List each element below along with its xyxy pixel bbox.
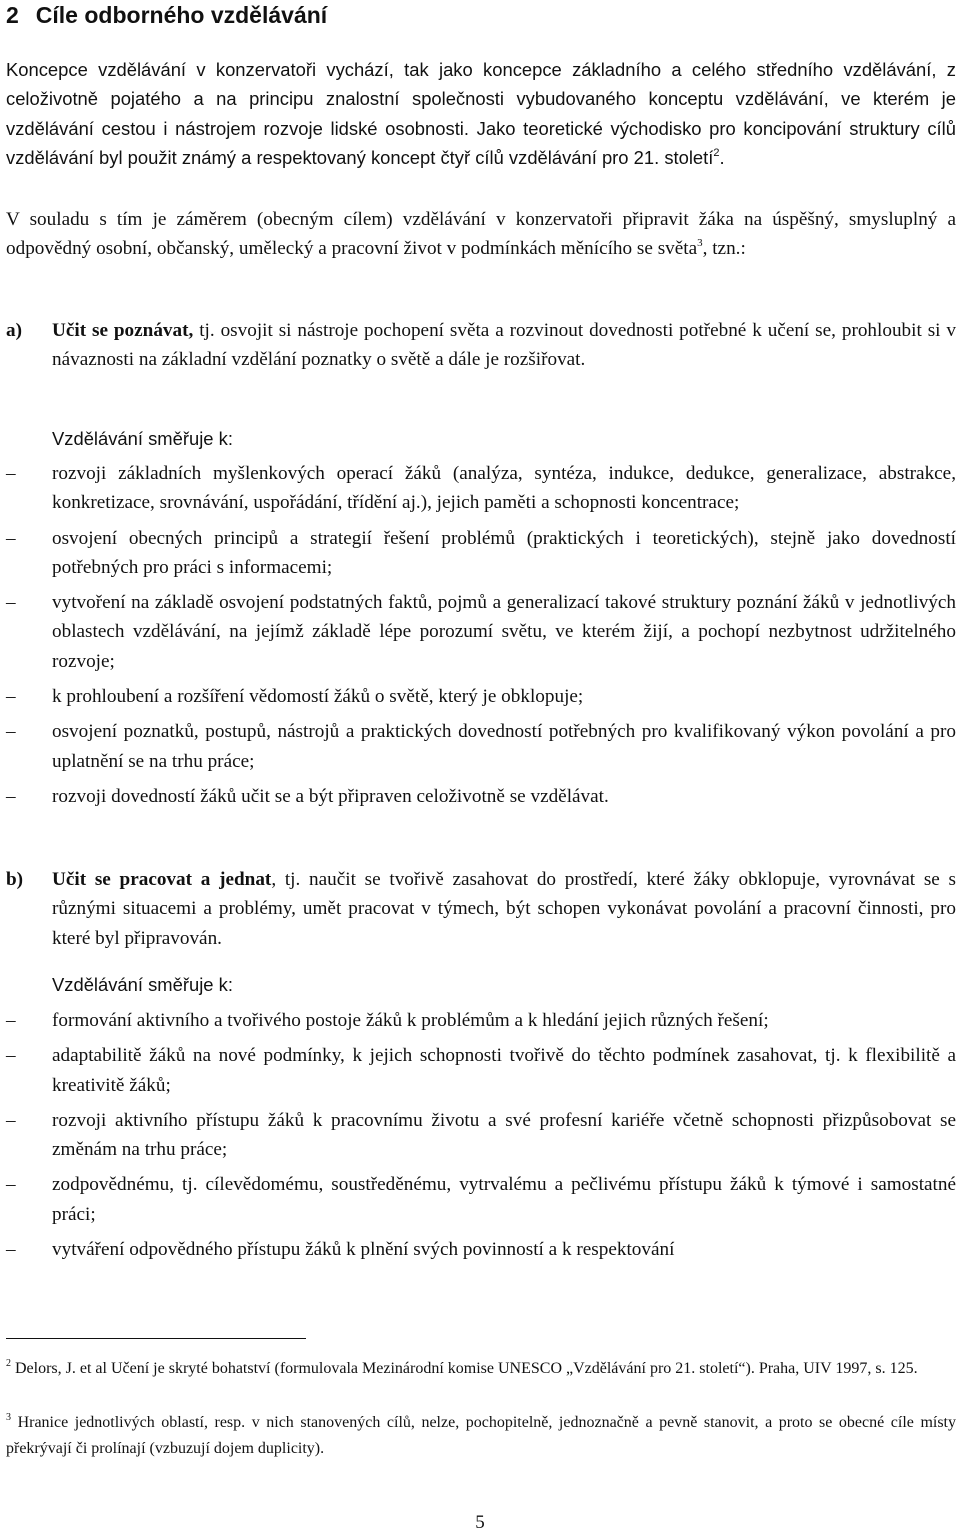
footnote-text: Hranice jednotlivých oblastí, resp. v nich stanovených cílů, nelze, pochopitelně, jednoznačně a pevně stanovit, a proto se obecné cíle místy překrývají či prolínají (vzbuzují dojem duplicity). <box>6 1414 957 1457</box>
section-b-list <box>6 1006 956 1264</box>
section-a-intro: Vzdělávání směřuje k: <box>52 428 233 449</box>
dash-bullet: – <box>6 1174 16 1196</box>
footnote-3 <box>6 1410 956 1462</box>
intro-paragraph <box>6 55 956 172</box>
dash-bullet: – <box>6 686 16 708</box>
footnote-ref-3: 3 <box>697 236 703 249</box>
footnote-number: 3 <box>6 1411 11 1423</box>
list-item-text: zodpovědnému, tj. cílevědomému, soustředěnému, vytrvalému a pečlivému přístupu žáků k týmové i samostatné práci; <box>52 1174 956 1225</box>
dash-bullet: – <box>6 1239 16 1261</box>
section-b-intro: Vzdělávání směřuje k: <box>52 974 233 995</box>
aim-tail: , tzn.: <box>702 238 746 260</box>
section-a-marker: a) <box>6 320 22 341</box>
dash-bullet: – <box>6 721 16 743</box>
list-item <box>6 459 956 518</box>
dash-bullet: – <box>6 1045 16 1067</box>
section-a-text: tj. osvojit si nástroje pochopení světa a rozvinout dovednosti potřebné k učení se, prohloubit si v návaznosti na základní vzdělání poznatky o světě a dále je rozšiřovat. <box>52 320 956 371</box>
intro-end-dot: . <box>719 146 725 168</box>
dash-bullet: – <box>6 1109 16 1131</box>
section-b-lead: Učit se pracovat a jednat <box>52 869 272 890</box>
section-b-marker: b) <box>6 869 24 890</box>
list-item-text: vytvoření na základě osvojení podstatných faktů, pojmů a generalizací takové struktury poznání žáků v jednotlivých oblastech vzdělávání, na jejímž základě lépe porozumí světu, ve kterém žijí, a pochopí nezbytnost udržitelného rozvoje; <box>52 592 956 672</box>
list-item <box>6 1041 956 1100</box>
section-a-list <box>6 459 956 811</box>
list-item-text: k prohloubení a rozšíření vědomostí žáků o světě, který je obklopuje; <box>52 686 584 708</box>
aim-paragraph <box>6 205 956 264</box>
intro-text-2: Jako teoretické východisko pro koncipování struktury cílů vzdělávání byl použit známý a respektovaný koncept čtyř cílů vzdělávání pro 21. století <box>6 117 956 168</box>
footnote-number: 2 <box>6 1357 11 1369</box>
list-item <box>6 782 956 811</box>
section-b-text: , tj. naučit se tvořivě zasahovat do prostředí, které žáky obklopuje, vyrovnávat se s různými situacemi a problémy, umět pracovat v týmech, být schopen vykonávat povolání a pracovní činnosti, pro které byl připravován. <box>52 869 956 949</box>
list-item <box>6 1235 956 1264</box>
list-item <box>6 1170 956 1229</box>
list-item-text: rozvoji základních myšlenkových operací žáků (analýza, syntéza, indukce, dedukce, generalizace, abstrakce, konkretizace, srovnávání, uspořádání, třídění aj.), jejich paměti a schopnosti koncentrace; <box>52 463 956 514</box>
section-title: Cíle odborného vzdělávání <box>35 2 328 28</box>
dash-bullet: – <box>6 527 16 549</box>
dash-bullet: – <box>6 785 16 807</box>
section-a-lead: Učit se poznávat, <box>52 320 194 341</box>
section-number: 2 <box>6 2 19 28</box>
list-item <box>6 524 956 583</box>
section-a-item <box>6 316 956 375</box>
footnote-ref-2: 2 <box>713 146 720 159</box>
list-item <box>6 1106 956 1165</box>
dash-bullet: – <box>6 1010 16 1031</box>
section-b <box>6 865 956 953</box>
footnote-divider <box>6 1338 306 1339</box>
list-item-text: rozvoji dovedností žáků učit se a být připraven celoživotně se vzdělávat. <box>52 785 609 807</box>
list-item-text: osvojení poznatků, postupů, nástrojů a praktických dovedností potřebných pro kvalifikovaný výkon povolání a pro uplatnění se na trhu práce; <box>52 721 956 772</box>
list-item <box>6 682 956 711</box>
aim-text: V souladu s tím je záměrem (obecným cílem) vzdělávání v konzervatoři připravit žáka na úspěšný, smysluplný a odpovědný osobní, občanský, umělecký a pracovní život v podmínkách měnícího se světa <box>6 209 956 260</box>
list-item <box>6 717 956 776</box>
footnote-text: Delors, J. et al Učení je skryté bohatství (formulovala Mezinárodní komise UNESCO „Vzdělávání pro 21. století“). Praha, UIV 1997, s. 125. <box>15 1360 918 1377</box>
list-item <box>6 1006 956 1035</box>
dash-bullet: – <box>6 463 16 484</box>
list-item-text: osvojení obecných principů a strategií řešení problémů (praktických i teoretických), stejně jako dovedností potřebných pro práci s informacemi; <box>52 527 956 578</box>
intro-text-1: Koncepce vzdělávání v konzervatoři vychází, tak jako koncepce základního a celého středního vzdělávání, z celoživotně pojatého a na principu znalostní společnosti vybudovaného konceptu vzdělávání, ve kterém je vzdělávání cestou i nástrojem rozvoje lidské osobnosti. <box>6 59 956 139</box>
dash-bullet: – <box>6 592 16 614</box>
list-item-text: formování aktivního a tvořivého postoje žáků k problémům a k hledání jejich různých řešení; <box>52 1010 769 1031</box>
section-a <box>6 316 956 375</box>
footnote-2 <box>6 1356 956 1382</box>
section-heading <box>6 0 327 30</box>
page-number: 5 <box>475 1512 485 1533</box>
list-item-text: vytváření odpovědného přístupu žáků k plnění svých povinností a k respektování <box>52 1239 675 1261</box>
list-item <box>6 588 956 676</box>
section-b-item <box>6 865 956 953</box>
list-item-text: rozvoji aktivního přístupu žáků k pracovnímu životu a své profesní kariéře včetně schopnosti přizpůsobovat se změnám na trhu práce; <box>52 1109 956 1161</box>
list-item-text: adaptabilitě žáků na nové podmínky, k jejich schopnosti tvořivě do těchto podmínek zasahovat, tj. k flexibilitě a kreativitě žáků; <box>52 1045 956 1096</box>
